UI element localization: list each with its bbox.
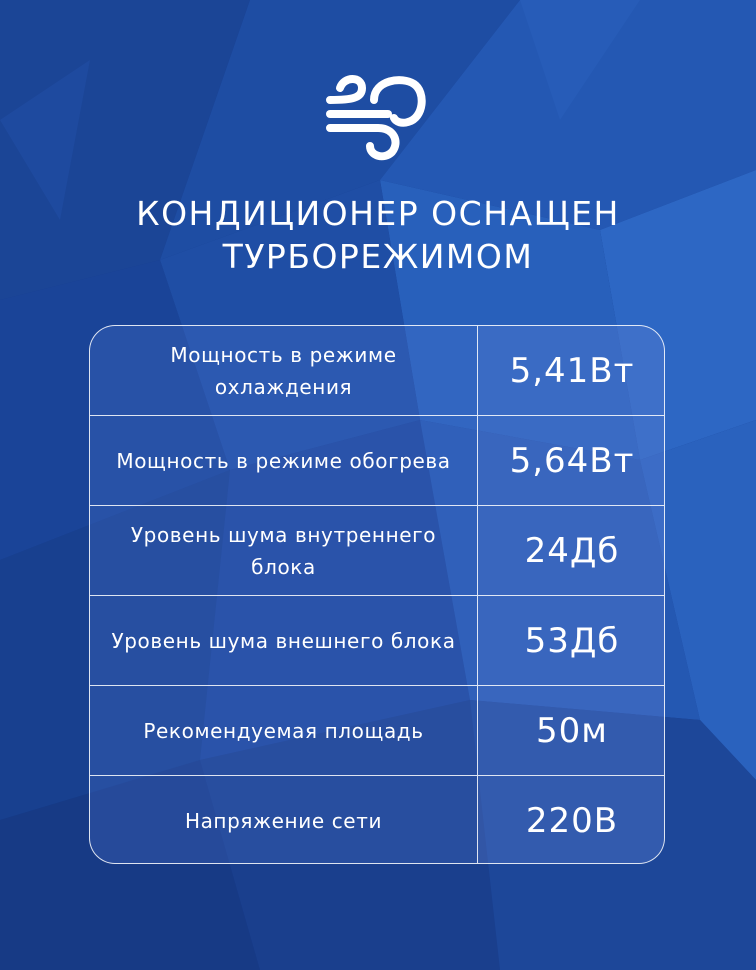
- spec-label: Рекомендуемая площадь: [90, 686, 478, 775]
- spec-label: Мощность в режиме охлаждения: [90, 326, 478, 415]
- table-row: [90, 596, 664, 686]
- spec-label: Уровень шума внешнего блока: [90, 596, 478, 685]
- page-title: [0, 192, 756, 278]
- spec-label: Мощность в режиме обогрева: [90, 416, 478, 505]
- spec-label: Уровень шума внутреннего блока: [90, 506, 478, 595]
- title-line-2: ТУРБОРЕЖИМОМ: [222, 237, 534, 276]
- table-row: [90, 776, 664, 864]
- spec-value: 24Дб: [478, 506, 665, 595]
- specs-table: [89, 325, 665, 864]
- table-row: [90, 416, 664, 506]
- spec-label: Напряжение сети: [90, 776, 478, 864]
- wind-icon: [322, 70, 434, 166]
- spec-value: 220В: [478, 776, 665, 864]
- spec-value: 5,64Вт: [478, 416, 665, 505]
- title-line-1: КОНДИЦИОНЕР ОСНАЩЕН: [136, 194, 620, 233]
- spec-value: 53Дб: [478, 596, 665, 685]
- table-row: [90, 506, 664, 596]
- table-row: [90, 326, 664, 416]
- spec-value: 5,41Вт: [478, 326, 665, 415]
- spec-value: 50м: [478, 686, 665, 775]
- table-row: [90, 686, 664, 776]
